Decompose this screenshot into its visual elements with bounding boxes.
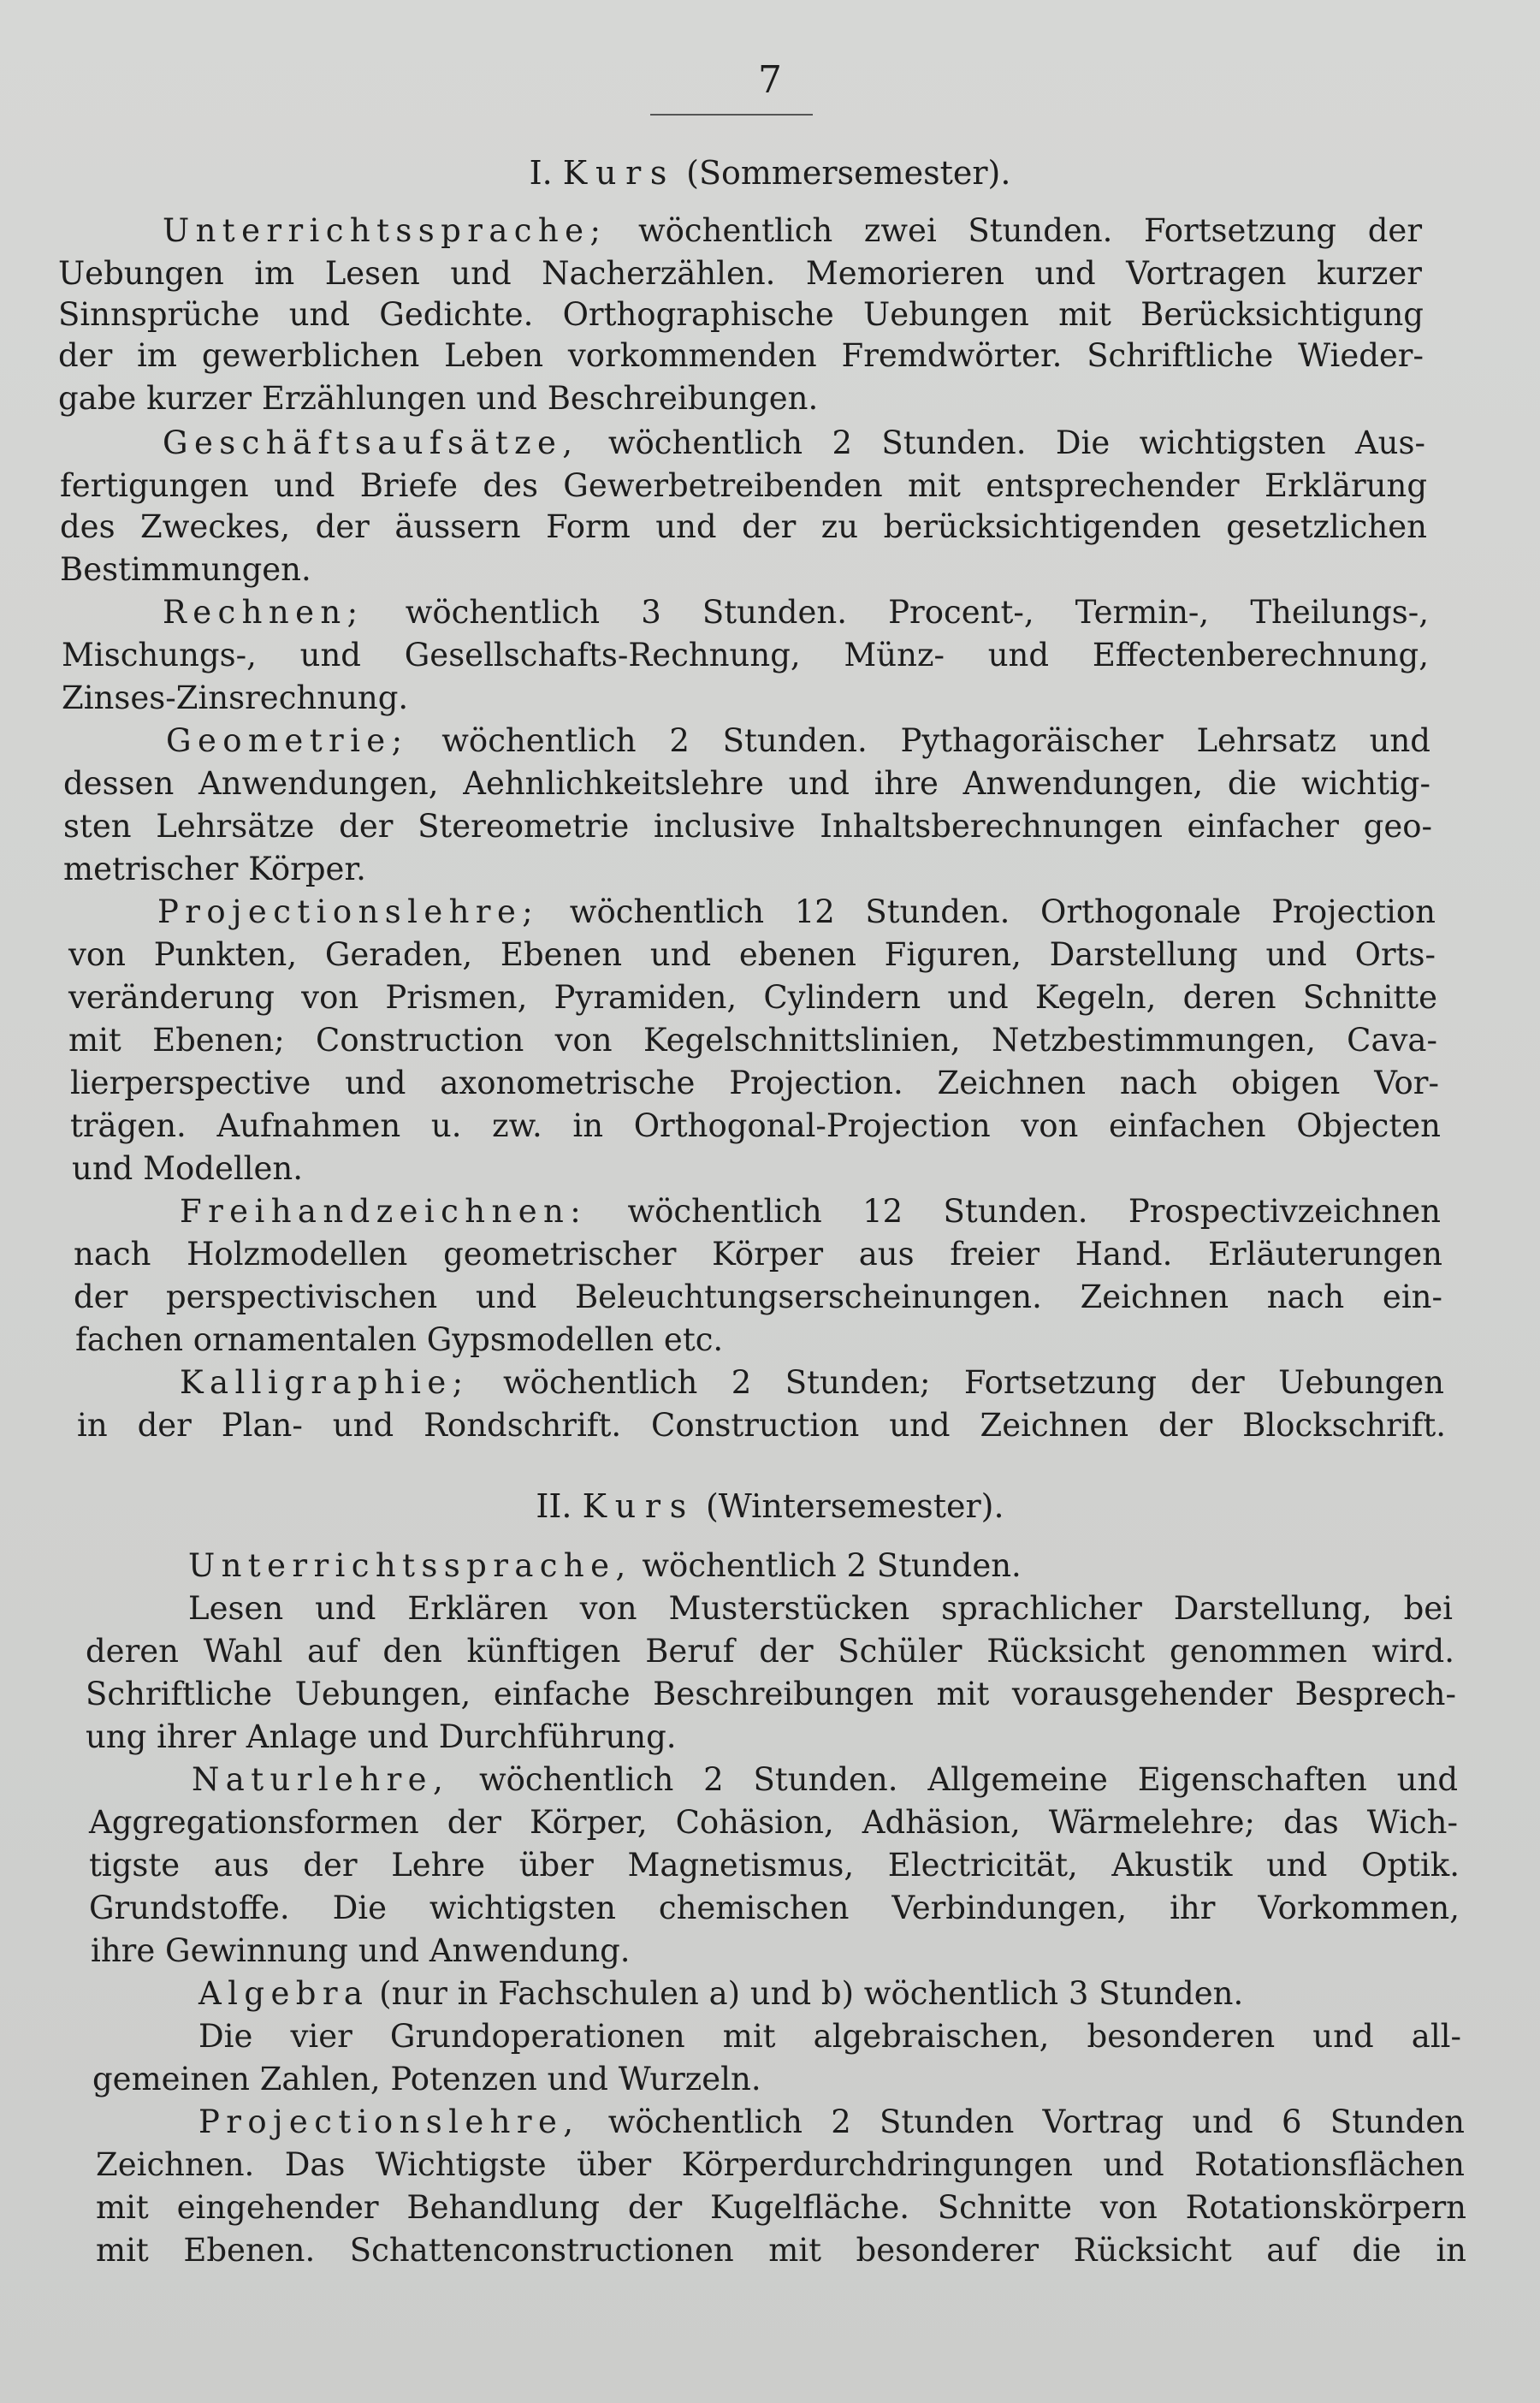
text-line: sten Lehrsätze der Stereometrie inclusive Inhaltsberechnungen einfacher geo- bbox=[63, 808, 1432, 845]
text-line: dessen Anwendungen, Aehnlichkeitslehre und ihre Anwendungen, die wichtig- bbox=[63, 765, 1430, 802]
text-line: Lesen und Erklären von Musterstücken sprachlicher Darstellung, bei bbox=[188, 1590, 1453, 1627]
text-line: Rechnen; wöchentlich 3 Stunden. Procent-, Termin-, Theilungs-, bbox=[163, 594, 1430, 631]
subject-keyword: Freihandzeichnen: bbox=[180, 1193, 588, 1230]
text-line: Projectionslehre, wöchentlich 2 Stunden Vortrag und 6 Stunden bbox=[198, 2103, 1466, 2140]
text-line: Die vier Grundoperationen mit algebraischen, besonderen und all- bbox=[198, 2018, 1461, 2055]
text-line: lierperspective und axonometrische Projection. Zeichnen nach obigen Vor- bbox=[70, 1065, 1439, 1101]
text-line: mit Ebenen; Construction von Kegelschnittslinien, Netzbestimmungen, Cava- bbox=[68, 1022, 1437, 1059]
text-line: ung ihrer Anlage und Durchführung. bbox=[86, 1718, 677, 1755]
text-line: gabe kurzer Erzählungen und Beschreibungen. bbox=[58, 380, 819, 417]
text-line: ihre Gewinnung und Anwendung. bbox=[91, 1932, 631, 1969]
text-line: Algebra (nur in Fachschulen a) und b) wöchentlich 3 Stunden. bbox=[198, 1975, 1244, 2012]
subject-keyword: Unterrichtssprache, bbox=[188, 1547, 632, 1584]
text-line: fachen ornamentalen Gypsmodellen etc. bbox=[75, 1321, 724, 1358]
subject-keyword: Projectionslehre; bbox=[157, 893, 540, 930]
subject-keyword: Rechnen; bbox=[163, 594, 364, 631]
text-line: deren Wahl auf den künftigen Beruf der Schüler Rücksicht genommen wird. bbox=[86, 1633, 1454, 1670]
text-line: Aggregationsformen der Körper, Cohäsion, Adhäsion, Wärmelehre; das Wich- bbox=[89, 1804, 1458, 1841]
page-number: 7 bbox=[758, 58, 782, 102]
text-line: Unterrichtssprache, wöchentlich 2 Stunden. bbox=[188, 1547, 1022, 1584]
text-line: Grundstoffe. Die wichtigsten chemischen Verbindungen, ihr Vorkommen, bbox=[89, 1890, 1460, 1926]
text-line: in der Plan- und Rondschrift. Construction und Zeichnen der Blockschrift. bbox=[77, 1407, 1446, 1444]
section-heading-kurs-1 bbox=[0, 152, 1540, 193]
text-line: Projectionslehre; wöchentlich 12 Stunden. Orthogonale Projection bbox=[157, 893, 1436, 930]
text-line: fertigungen und Briefe des Gewerbetreibenden mit entsprechender Erklärung bbox=[60, 467, 1427, 504]
text-line: Schriftliche Uebungen, einfache Beschreibungen mit vorausgehender Besprech- bbox=[86, 1676, 1456, 1712]
text-line: trägen. Aufnahmen u. zw. in Orthogonal-Projection von einfachen Objecten bbox=[70, 1107, 1441, 1144]
section-heading-suffix: (Wintersemester). bbox=[705, 1487, 1004, 1525]
text-line: der perspectivischen und Beleuchtungserscheinungen. Zeichnen nach ein- bbox=[74, 1279, 1442, 1315]
text-line: des Zweckes, der äussern Form und der zu berücksichtigenden gesetzlichen bbox=[60, 508, 1427, 545]
text-line: Sinnsprüche und Gedichte. Orthographische Uebungen mit Berücksichtigung bbox=[58, 296, 1424, 333]
section-heading-prefix: I. bbox=[529, 154, 553, 192]
text-line: tigste aus der Lehre über Magnetismus, Electricität, Akustik und Optik. bbox=[89, 1847, 1460, 1884]
text-line: von Punkten, Geraden, Ebenen und ebenen Figuren, Darstellung und Orts- bbox=[68, 936, 1436, 973]
page-number-rule bbox=[650, 114, 813, 116]
section-heading-kurs-2 bbox=[0, 1486, 1540, 1527]
text-line: Mischungs-, und Gesellschafts-Rechnung, Münz- und Effectenberechnung, bbox=[62, 637, 1429, 673]
subject-keyword: Projectionslehre, bbox=[198, 2103, 580, 2140]
subject-keyword: Algebra bbox=[198, 1975, 370, 2012]
text-line: Freihandzeichnen: wöchentlich 12 Stunden. Prospectivzeichnen bbox=[180, 1193, 1441, 1230]
subject-keyword: Geometrie; bbox=[166, 722, 409, 759]
section-heading-suffix: (Sommersemester). bbox=[686, 154, 1011, 192]
text-line: Geschäftsaufsätze, wöchentlich 2 Stunden. Die wichtigsten Aus- bbox=[163, 424, 1426, 461]
text-line: metrischer Körper. bbox=[63, 851, 366, 887]
subject-keyword: Naturlehre, bbox=[192, 1761, 450, 1798]
subject-keyword: Unterrichtssprache; bbox=[163, 212, 607, 249]
text-line: mit eingehender Behandlung der Kugelfläche. Schnitte von Rotationskörpern bbox=[96, 2189, 1466, 2226]
section-heading-word: Kurs bbox=[582, 1487, 696, 1525]
section-heading-word: Kurs bbox=[562, 154, 677, 192]
text-line: Kalligraphie; wöchentlich 2 Stunden; Fortsetzung der Uebungen bbox=[180, 1364, 1444, 1401]
text-line: veränderung von Prismen, Pyramiden, Cylindern und Kegeln, deren Schnitte bbox=[68, 979, 1437, 1016]
text-line: Naturlehre, wöchentlich 2 Stunden. Allgemeine Eigenschaften und bbox=[192, 1761, 1459, 1798]
text-line: Zinses-Zinsrechnung. bbox=[62, 679, 409, 716]
text-line: der im gewerblichen Leben vorkommenden Fremdwörter. Schriftliche Wieder- bbox=[58, 337, 1424, 374]
text-line: mit Ebenen. Schattenconstructionen mit besonderer Rücksicht auf die in bbox=[96, 2232, 1466, 2269]
section-heading-prefix: II. bbox=[536, 1487, 572, 1525]
subject-keyword: Geschäftsaufsätze, bbox=[163, 424, 579, 461]
text-line: nach Holzmodellen geometrischer Körper aus freier Hand. Erläuterungen bbox=[74, 1236, 1442, 1273]
text-line: Uebungen im Lesen und Nacherzählen. Memorieren und Vortragen kurzer bbox=[58, 255, 1422, 292]
subject-keyword: Kalligraphie; bbox=[180, 1364, 470, 1401]
text-line: gemeinen Zahlen, Potenzen und Wurzeln. bbox=[92, 2061, 761, 2097]
text-line: Zeichnen. Das Wichtigste über Körperdurchdringungen und Rotationsflächen bbox=[96, 2146, 1465, 2183]
text-line: Geometrie; wöchentlich 2 Stunden. Pythagoräischer Lehrsatz und bbox=[166, 722, 1430, 759]
text-line: und Modellen. bbox=[72, 1150, 304, 1187]
text-line: Bestimmungen. bbox=[60, 551, 311, 588]
text-line: Unterrichtssprache; wöchentlich zwei Stunden. Fortsetzung der bbox=[163, 212, 1423, 249]
